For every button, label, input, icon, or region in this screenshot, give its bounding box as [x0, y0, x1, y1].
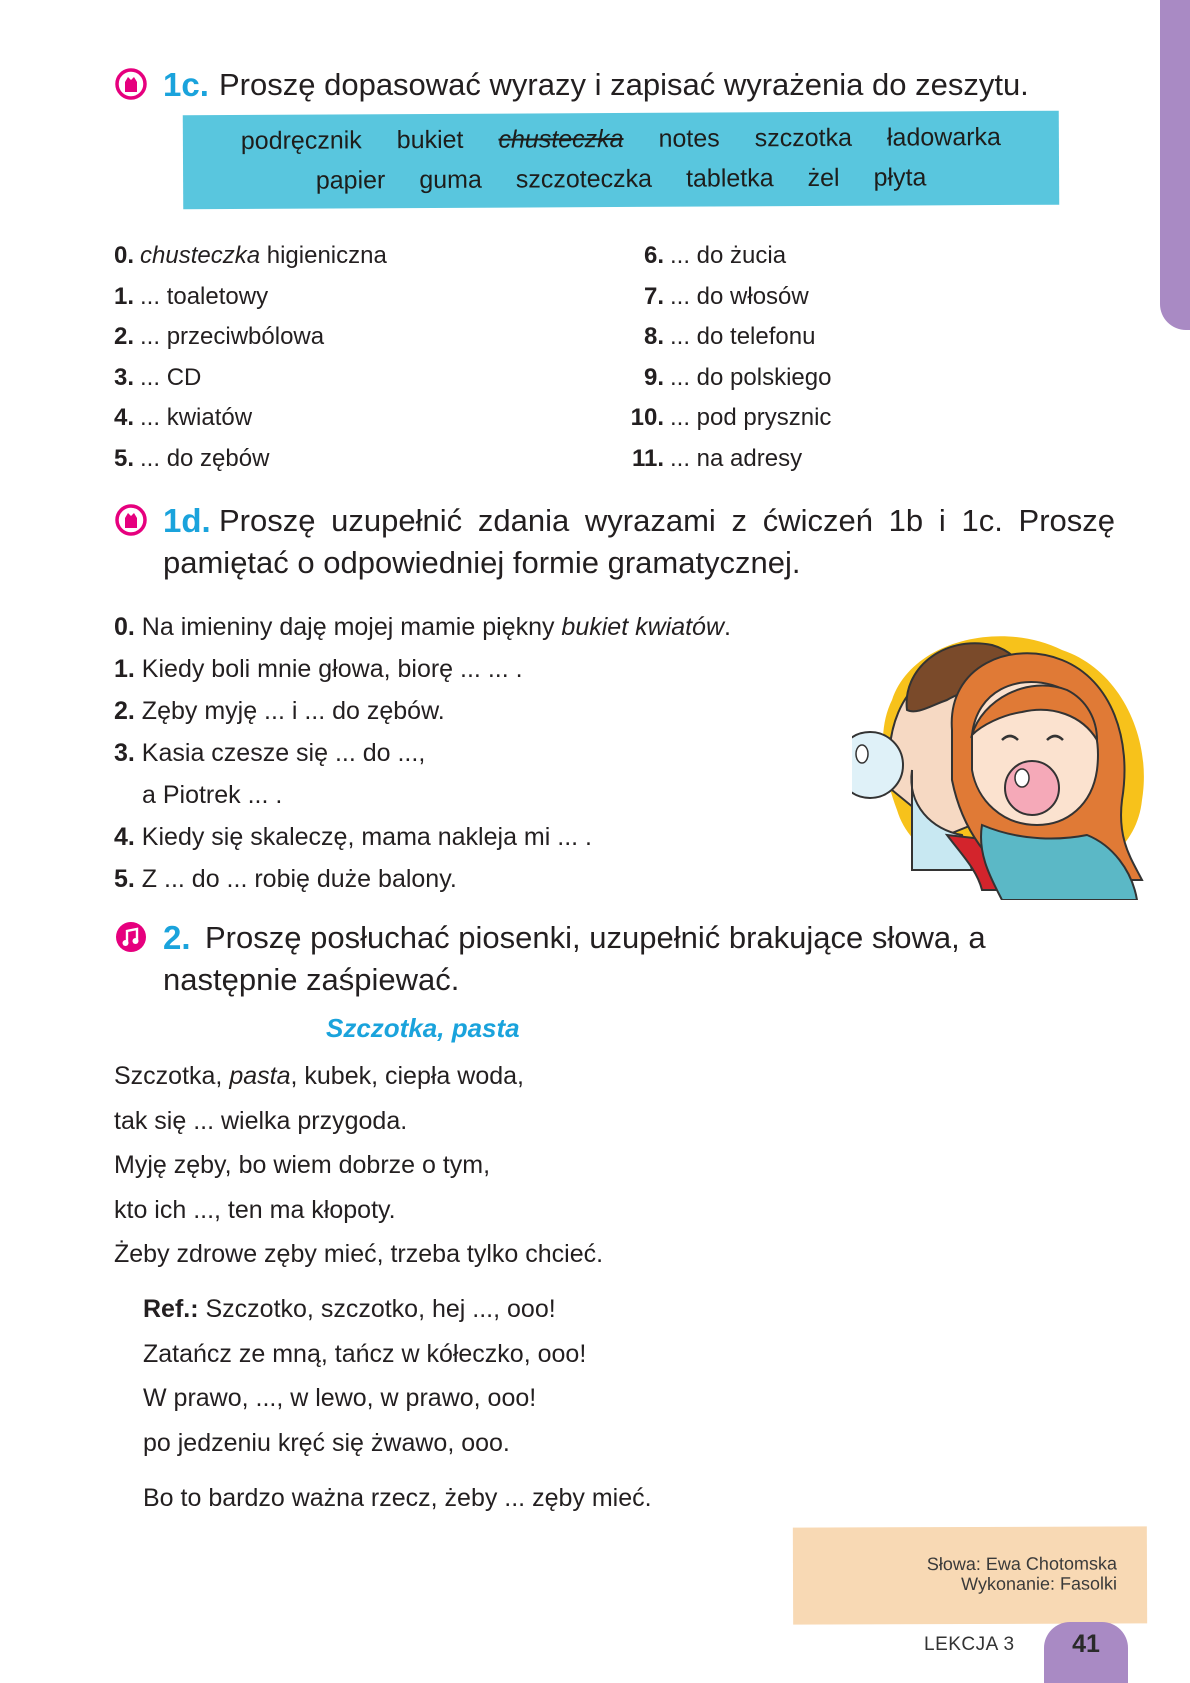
song-line: kto ich ..., ten ma kłopoty.: [114, 1195, 396, 1224]
item-number: 0.: [114, 242, 135, 269]
word-bank-item: ładowarka: [886, 123, 1001, 152]
item-text: Na imieniny daję mojej mamie piękny: [134, 613, 562, 641]
word-bank-row-1: [183, 123, 1059, 157]
item-number: 8.: [643, 323, 664, 351]
list-item: [114, 317, 387, 358]
word-bank-item: guma: [419, 165, 482, 195]
list-item: [114, 236, 387, 277]
song-closing: [143, 1476, 652, 1521]
item-example: bukiet kwiatów: [561, 613, 724, 641]
word-bank-item: szczotka: [754, 123, 853, 153]
item-text: ... na adresy: [670, 444, 803, 472]
word-bank-item: płyta: [873, 163, 927, 192]
song-credits-box: [793, 1526, 1147, 1624]
song-title: Szczotka, pasta: [326, 1013, 520, 1043]
list-item: [114, 858, 834, 900]
item-text: ... toaletowy: [140, 282, 269, 310]
item-text: ... do polskiego: [670, 363, 832, 391]
list-item: [626, 317, 831, 358]
item-number: 2.: [114, 697, 135, 725]
exercise-number: 1c.: [163, 66, 209, 103]
song-line: tak się ... wielka przygoda.: [114, 1106, 408, 1135]
item-number: 5.: [114, 865, 135, 893]
list-item: [114, 648, 834, 690]
list-item: [114, 690, 834, 732]
item-text: Z ... do ... robię duże balony.: [134, 865, 457, 893]
pencil-icon: [115, 68, 147, 100]
item-text: ... do włosów: [670, 282, 809, 310]
exercise-number: 1d.: [163, 502, 211, 539]
list-item: [114, 606, 834, 648]
word-bank-item: tabletka: [685, 164, 774, 193]
refrain-label: Ref.:: [143, 1295, 199, 1323]
section-side-tab: [1160, 0, 1190, 330]
list-item: [626, 277, 831, 318]
kids-bubble-gum-illustration: [852, 630, 1162, 900]
item-number: 10.: [630, 404, 664, 432]
song-verse: [114, 1054, 603, 1277]
item-number: 4.: [114, 823, 135, 851]
credit-performance: Wykonanie: Fasolki: [961, 1573, 1118, 1595]
list-item: [626, 236, 831, 277]
item-number: 9.: [643, 363, 664, 391]
item-text: ... do telefonu: [670, 323, 816, 351]
list-item: [114, 277, 387, 318]
song-line: Zatańcz ze mną, tańcz w kółeczko, ooo!: [143, 1339, 587, 1368]
item-text: ... kwiatów: [140, 404, 253, 432]
item-text: ... do żucia: [670, 242, 787, 269]
word-bank-row-2: [183, 163, 1059, 197]
item-text: Kiedy się skaleczę, mama nakleja mi ... .: [134, 823, 592, 851]
item-text-end: .: [724, 613, 731, 641]
list-item: [626, 358, 831, 399]
list-item: [626, 439, 831, 480]
song-line: Żeby zdrowe zęby mieć, trzeba tylko chcieć.: [114, 1240, 604, 1269]
item-number: 4.: [114, 404, 135, 432]
credit-words: Słowa: Ewa Chotomska: [926, 1553, 1117, 1575]
list-item: [114, 398, 387, 439]
item-number: 5.: [114, 444, 135, 472]
word-bank-item-used: chusteczka: [498, 124, 624, 154]
list-item-continuation: [114, 774, 834, 816]
word-bank-item: notes: [658, 124, 720, 153]
item-number: 1.: [114, 282, 135, 310]
item-number: 0.: [114, 613, 135, 641]
item-number: 11.: [631, 444, 664, 472]
song-credits: [927, 1553, 1117, 1594]
sentence-list: [114, 606, 834, 900]
item-number: 1.: [114, 655, 135, 683]
song-line: Myję zęby, bo wiem dobrze o tym,: [114, 1151, 491, 1180]
item-text: ... do zębów: [140, 444, 270, 472]
word-bank-item: podręcznik: [240, 126, 362, 155]
list-item: [114, 439, 387, 480]
item-number: 2.: [114, 323, 135, 351]
list-item: [114, 732, 834, 774]
exercise-2-heading: [115, 917, 1115, 1001]
matching-list-left: [114, 236, 387, 480]
exercise-number: 2.: [163, 919, 191, 956]
word-bank-item: szczoteczka: [515, 164, 653, 194]
exercise-instruction: Proszę dopasować wyrazy i zapisać wyrażenia do zeszytu.: [219, 67, 1029, 102]
song-refrain: [143, 1287, 586, 1465]
item-text: Kiedy boli mnie głowa, biorę ... ... .: [134, 655, 523, 683]
item-number: 3.: [114, 739, 135, 767]
page-number: 41: [1072, 1630, 1100, 1658]
item-text: chusteczka higieniczna: [140, 242, 387, 269]
word-bank: [183, 111, 1059, 210]
music-note-icon: [115, 921, 147, 953]
song-line: po jedzeniu kręć się żwawo, ooo.: [143, 1428, 510, 1457]
pencil-icon: [115, 504, 147, 536]
song-line: Ref.: Szczotko, szczotko, hej ..., ooo!: [143, 1295, 556, 1323]
item-text: Zęby myję ... i ... do zębów.: [134, 697, 445, 725]
item-text: ... CD: [140, 363, 202, 391]
word-bank-item: bukiet: [396, 125, 464, 155]
list-item: [626, 398, 831, 439]
word-bank-item: papier: [315, 166, 386, 195]
list-item: [114, 816, 834, 858]
item-text: ... przeciwbólowa: [140, 323, 325, 351]
matching-list-right: [626, 236, 831, 480]
item-number: 7.: [643, 282, 664, 310]
exercise-instruction: Proszę posłuchać piosenki, uzupełnić brakujące słowa, a następnie zaśpiewać.: [163, 920, 986, 997]
list-item: [114, 358, 387, 399]
item-number: 3.: [114, 363, 135, 391]
page-number-tab: [1044, 1622, 1128, 1683]
song-line: W prawo, ..., w lewo, w prawo, ooo!: [143, 1384, 537, 1413]
song-line: Szczotka, pasta, kubek, ciepła woda,: [114, 1062, 524, 1090]
song-line: Bo to bardzo ważna rzecz, żeby ... zęby mieć.: [143, 1484, 652, 1512]
word-bank-item: żel: [807, 163, 840, 193]
item-number: 6.: [643, 242, 664, 269]
exercise-1c-heading: [115, 64, 1055, 106]
exercise-instruction: Proszę uzupełnić zdania wyrazami z ćwiczeń 1b i 1c. Proszę pamiętać o odpowiedniej formie gramatycznej.: [163, 503, 1115, 580]
exercise-1d-heading: [115, 500, 1115, 584]
item-text: a Piotrek ... .: [142, 781, 283, 809]
item-text: Kasia czesze się ... do ...,: [134, 739, 426, 767]
lesson-label: LEKCJA 3: [924, 1634, 1015, 1655]
item-text: ... pod prysznic: [670, 404, 832, 432]
